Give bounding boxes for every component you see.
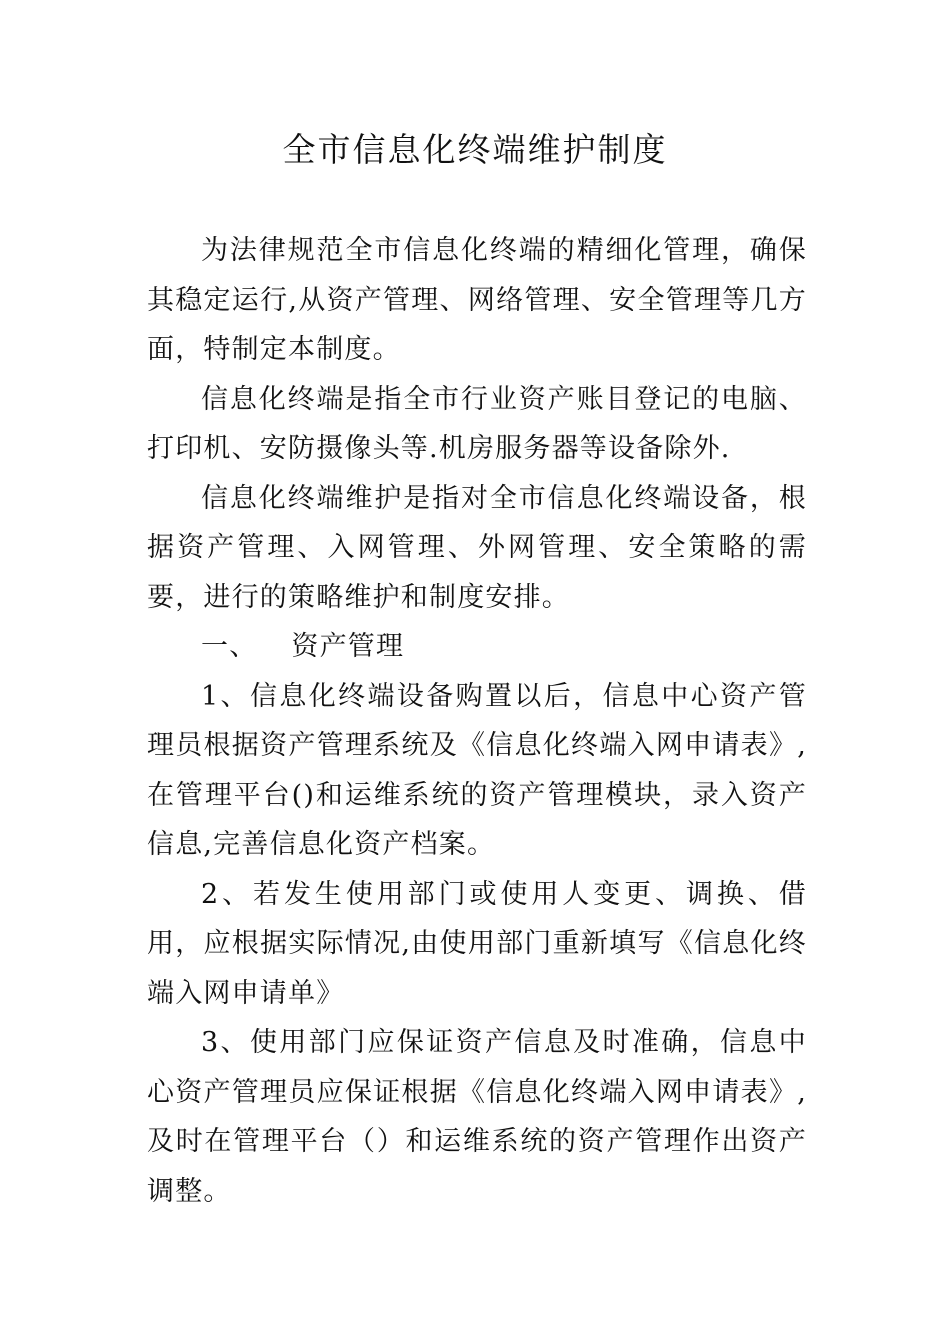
section-number: 一、 <box>201 631 258 662</box>
asset-item-2: 2、若发生使用部门或使用人变更、调换、借用，应根据实际情况,由使用部门重新填写《信息化终端入网申请单》 <box>147 878 807 1009</box>
intro-paragraph: 为法律规范全市信息化终端的精细化管理，确保其稳定运行,从资产管理、网络管理、安全管理等几方面，特制定本制度。 <box>147 235 807 365</box>
section-heading-asset-management <box>147 622 807 672</box>
asset-item-3: 3、使用部门应保证资产信息及时准确，信息中心资产管理员应保证根据《信息化终端入网申请表》,及时在管理平台（）和运维系统的资产管理作出资产调整。 <box>147 1027 807 1207</box>
document-body <box>147 226 807 1216</box>
definition-paragraph: 信息化终端是指全市行业资产账目登记的电脑、打印机、安防摄像头等.机房服务器等设备除外. <box>147 383 807 464</box>
document-title: 全市信息化终端维护制度 <box>282 130 668 169</box>
asset-item-1: 1、信息化终端设备购置以后，信息中心资产管理员根据资产管理系统及《信息化终端入网申请表》,在管理平台()和运维系统的资产管理模块，录入资产信息,完善信息化资产档案。 <box>147 680 807 860</box>
section-title: 资产管理 <box>291 631 405 662</box>
maintenance-paragraph: 信息化终端维护是指对全市信息化终端设备，根据资产管理、入网管理、外网管理、安全策略的需要，进行的策略维护和制度安排。 <box>147 482 807 613</box>
